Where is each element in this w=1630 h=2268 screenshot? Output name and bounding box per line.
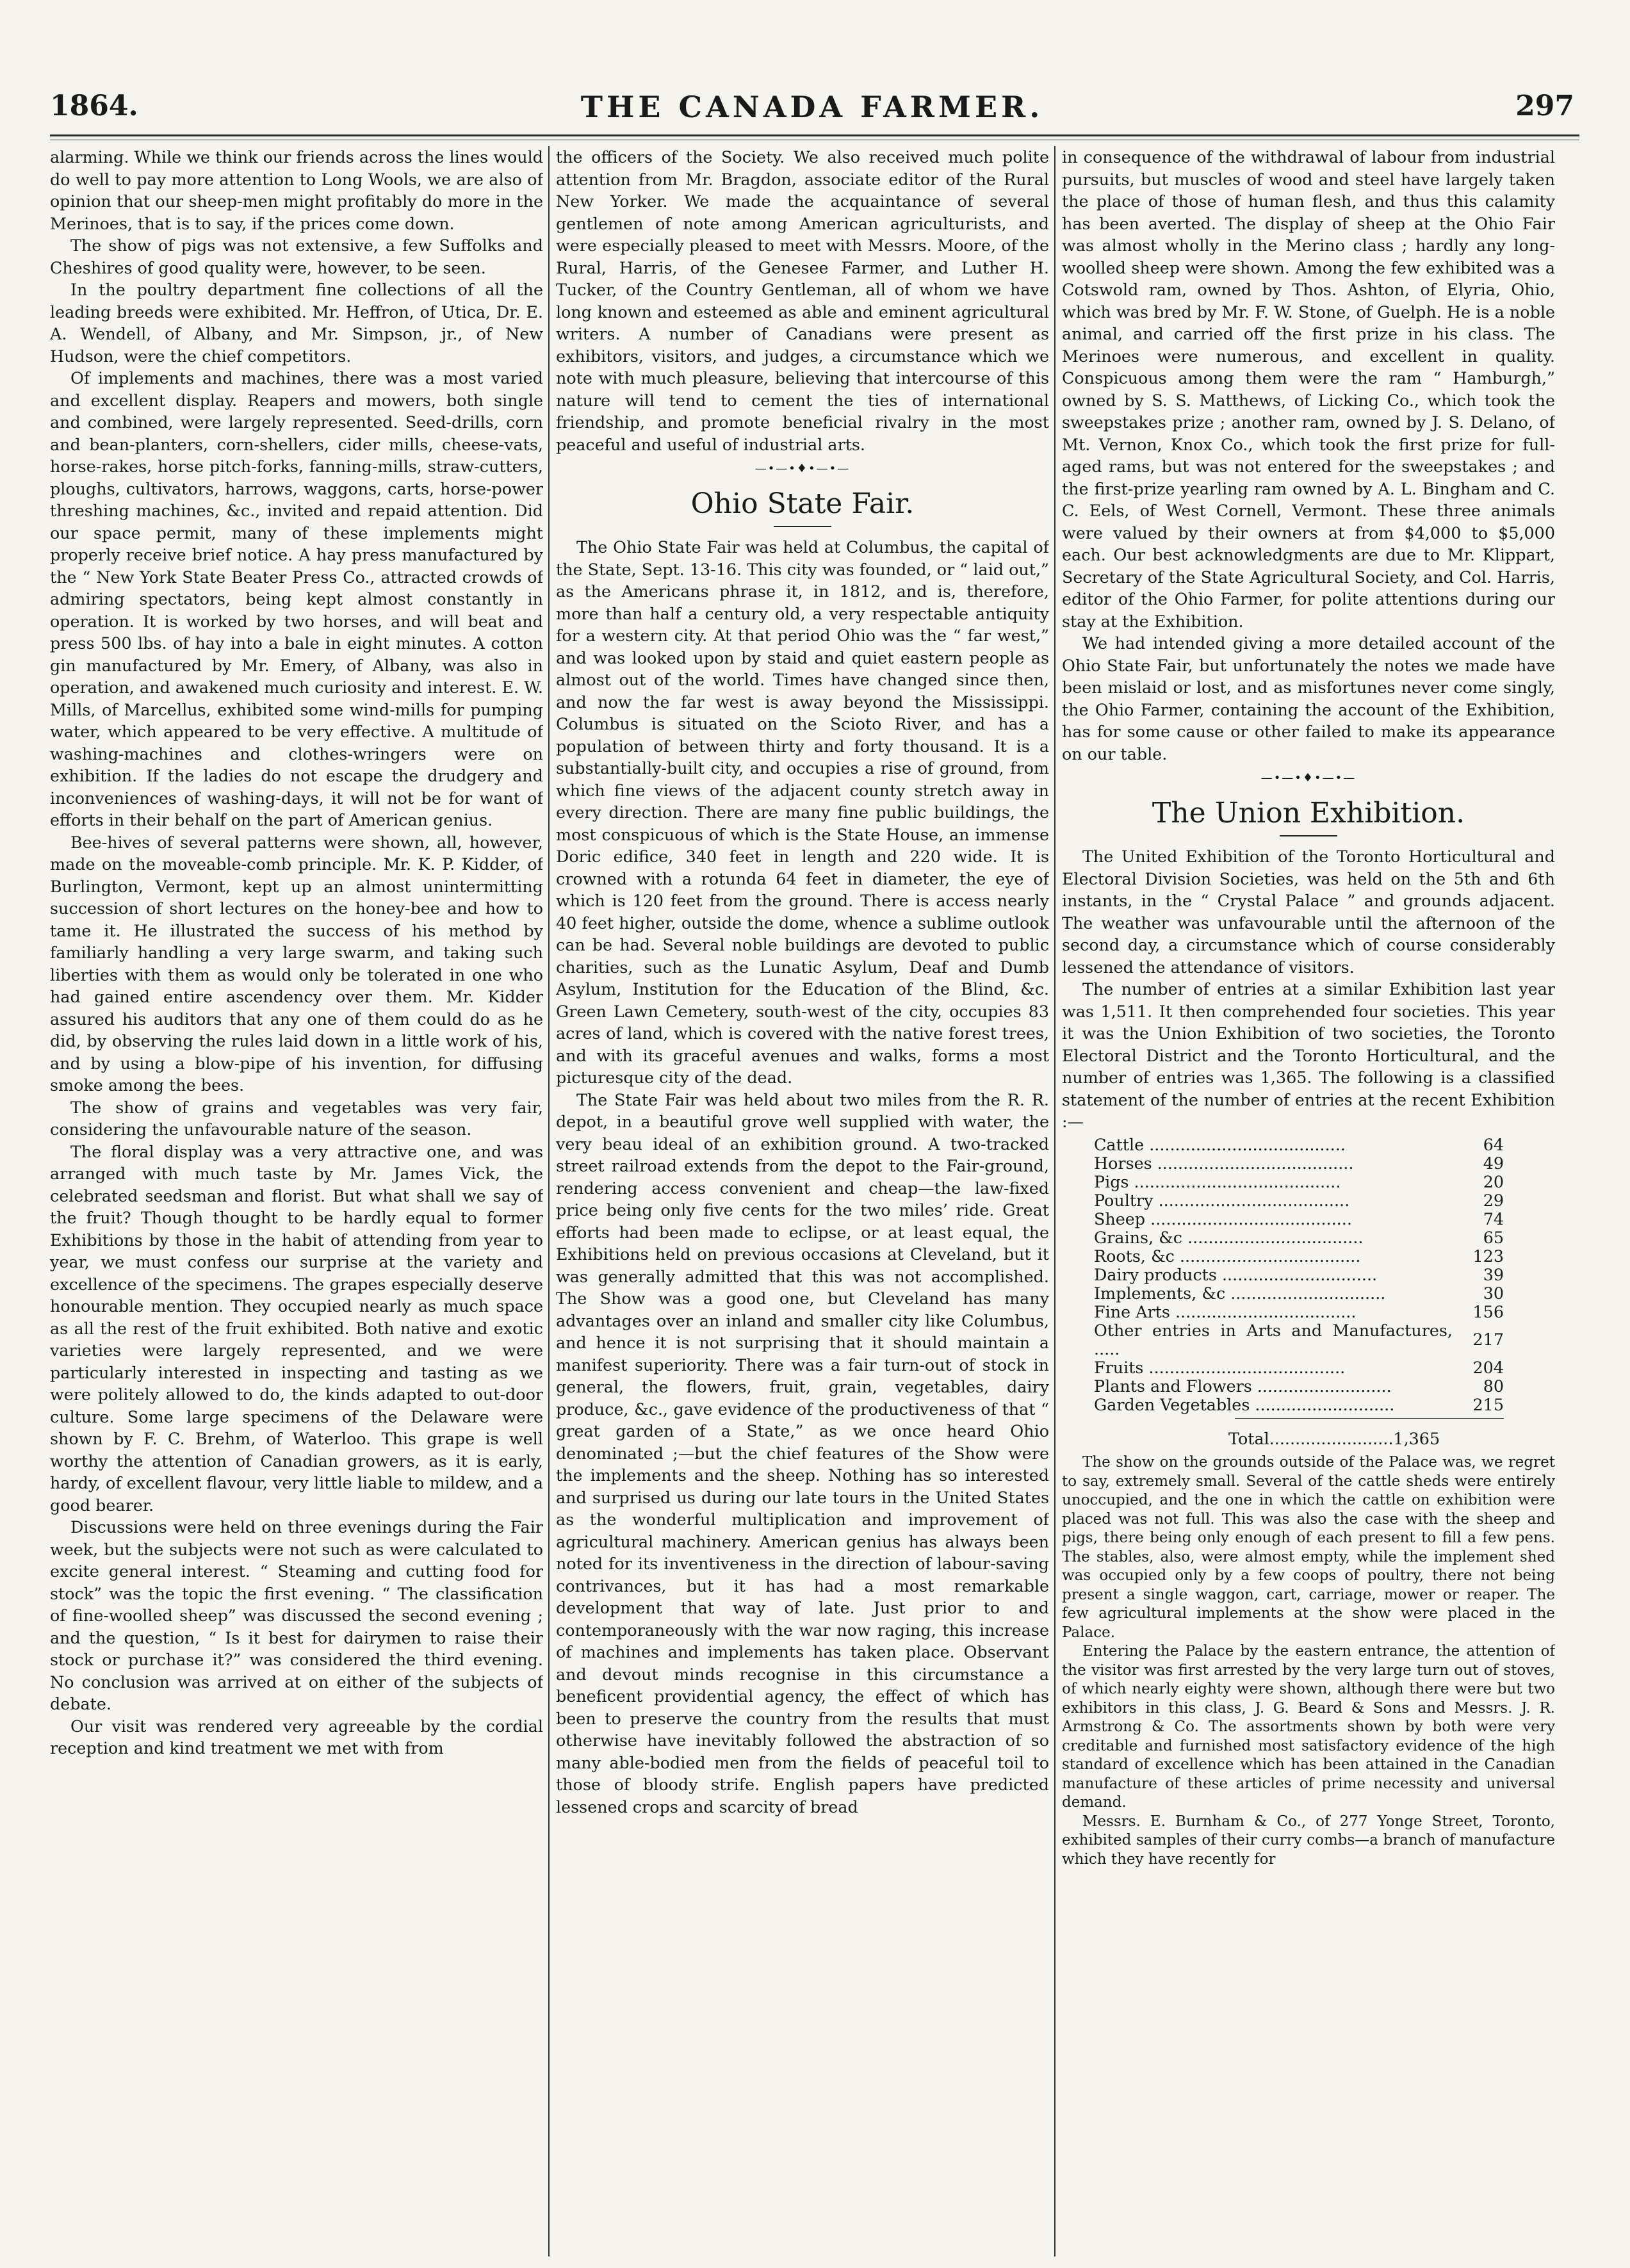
paragraph: The show of pigs was not extensive, a few Suffolks and Cheshires of good quality were, however, to be seen. (50, 236, 543, 277)
entry-row (1094, 1191, 1504, 1210)
entry-count: 29 (1483, 1190, 1504, 1210)
title-underline (774, 526, 831, 527)
entry-label: Cattle ...................................... (1094, 1134, 1346, 1154)
entries-total: Total........................1,365 (1228, 1428, 1440, 1448)
entry-label: Grains, &c .................................. (1094, 1227, 1364, 1247)
entry-count: 123 (1472, 1246, 1504, 1266)
entry-label: Dairy products .............................. (1094, 1264, 1378, 1284)
ornament-divider: —•—•♦•—•— (1260, 771, 1357, 785)
entry-label: Garden Vegetables ........................... (1094, 1394, 1395, 1414)
entry-label: Roots, &c ................................... (1094, 1246, 1361, 1266)
entry-count: 74 (1483, 1209, 1504, 1228)
paragraph: Our visit was rendered very agreeable by the cordial reception and kind treatment we met with from (50, 1716, 543, 1758)
paragraph: We had intended giving a more detailed account of the Ohio State Fair, but unfortunately the notes we made have been mislaid or lost, and as misfortunes never come singly, the Ohio Farmer, containing the account of the Exhibition, has for some cause or other failed to make its appearance on our table. (1062, 633, 1555, 763)
paragraph: The United Exhibition of the Toronto Horticultural and Electoral Division Societies, was held on the 5th and 6th instants, in the “ Crystal Palace ” and grounds adjacent. The weather was unfavourable until the afternoon of the second day, a circumstance which of course considerably lessened the attendance of visitors. (1062, 847, 1555, 977)
entry-count: 204 (1472, 1357, 1504, 1377)
entry-row (1094, 1210, 1504, 1228)
entry-count: 39 (1483, 1264, 1504, 1284)
section-title-union: The Union Exhibition. (1152, 797, 1465, 829)
entry-count: 49 (1483, 1153, 1504, 1173)
entry-row (1094, 1266, 1504, 1284)
entry-count: 156 (1472, 1301, 1504, 1321)
entry-row (1094, 1377, 1504, 1396)
paragraph: alarming. While we think our friends across the lines would do well to pay more attention to Long Wools, we are also of opinion that our sheep-men might profitably do more in the Merinoes, that is to say, if the prices come down. (50, 147, 543, 233)
ornament-divider: —•—•♦•—•— (754, 462, 851, 475)
column-divider (1054, 146, 1055, 2256)
entry-label: Sheep ....................................... (1094, 1209, 1352, 1228)
entry-label: Plants and Flowers .......................... (1094, 1376, 1392, 1396)
entry-count: 65 (1483, 1227, 1504, 1247)
paragraph: the officers of the Society. We also received much polite attention from Mr. Bragdon, associate editor of the Rural New Yorker. We made the acquaintance of several gentlemen of note among American agriculturists, and were especially pleased to meet with Messrs. Moore, of the Rural, Harris, of the Genesee Farmer, and Luther H. Tucker, of the Country Gentleman, all of whom we have long known and esteemed as able and eminent agricultural writers. A number of Canadians were present as exhibitors, visitors, and judges, a circumstance which we note with much pleasure, believing that intercourse of this nature will tend to cement the ties of international friendship, and promote beneficial rivalry in the most peaceful and useful of industrial arts. (556, 147, 1049, 454)
paragraph: The Ohio State Fair was held at Columbus, the capital of the State, Sept. 13-16. This city was founded, or “ laid out,” as the Americans phrase it, in 1812, and is, therefore, more than half a century old, a very respectable antiquity for a western city. At that period Ohio was the “ far west,” and was looked upon by staid and quiet eastern people as almost out of the world. Times have changed since then, and now the far west is away beyond the Mississippi. Columbus is situated on the Scioto River, and has a population of between thirty and forty thousand. It is a substantially-built city, and occupies a rise of ground, from which fine views of the adjacent county stretch away in every direction. There are many fine public buildings, the most conspicuous of which is the State House, an immense Doric edifice, 340 feet in length and 220 wide. It is crowned with a rotunda 64 feet in diameter, the eye of which is 120 feet from the ground. There is access nearly 40 feet higher, outside the dome, whence a sublime outlook can be had. Several noble buildings are devoted to public charities, such as the Lunatic Asylum, Deaf and Dumb Asylum, Institution for the Education of the Blind, &c. Green Lawn Cemetery, south-west of the city, occupies 83 acres of land, which is covered with the native forest trees, and with its graceful avenues and walks, forms a most picturesque city of the dead. (556, 537, 1049, 1087)
entry-count: 217 (1472, 1330, 1504, 1349)
entry-label: Implements, &c .............................. (1094, 1283, 1386, 1303)
paragraph: The show on the grounds outside of the Palace was, we regret to say, extremely small. Several of the cattle sheds were entirely unoccupied, and the one in which the cattle on exhibition were placed was not full. This was also the case with the sheep and pigs, there being only enough of each present to fill a few pens. The stables, also, were almost empty, while the implement shed was occupied only by a few coops of poultry, there not being present a single waggon, cart, carriage, mower or reaper. The few agricultural implements at the show were placed in the Palace. (1062, 1454, 1555, 1641)
paragraph: Of implements and machines, there was a most varied and excellent display. Reapers and mowers, both single and combined, were largely represented. Seed-drills, corn and bean-planters, corn-shellers, cider mills, cheese-vats, horse-rakes, horse pitch-forks, fanning-mills, straw-cutters, ploughs, cultivators, harrows, waggons, carts, horse-power threshing machines, &c., invited and repaid attention. Did our space permit, many of these implements might properly receive brief notice. A hay press manufactured by the “ New York State Beater Press Co., attracted crowds of admiring spectators, being kept almost constantly in operation. It is worked by two horses, and will beat and press 500 lbs. of hay into a bale in eight minutes. A cotton gin manufactured by Mr. Emery, of Albany, was also in operation, and awakened much curiosity and interest. E. W. Mills, of Marcellus, exhibited some wind-mills for pumping water, which appeared to be very effective. A multitude of washing-machines and clothes-wringers were on exhibition. If the ladies do not escape the drudgery and inconveniences of washing-days, it will not be for want of efforts in their behalf on the part of American genius. (50, 368, 543, 829)
entry-row (1094, 1173, 1504, 1191)
column-1 (50, 146, 543, 2260)
entry-label: Fruits ...................................... (1094, 1357, 1346, 1377)
paragraph: Messrs. E. Burnham & Co., of 277 Yonge Street, Toronto, exhibited samples of their curry combs—a branch of manufacture which they have recently for (1062, 1813, 1555, 1868)
entry-label: Horses ...................................... (1094, 1153, 1354, 1173)
entry-row (1094, 1396, 1504, 1414)
entry-label: Poultry ..................................... (1094, 1190, 1350, 1210)
entry-count: 215 (1472, 1394, 1504, 1414)
entry-row (1094, 1154, 1504, 1173)
masthead-title: THE CANADA FARMER. (580, 90, 1044, 124)
entry-label: Other entries in Arts and Manufactures, ..... (1094, 1320, 1453, 1358)
paragraph: In the poultry department fine collections of all the leading breeds were exhibited. Mr. Heffron, of Utica, Dr. E. A. Wendell, of Albany, and Mr. Simpson, jr., of New Hudson, were the chief competitors. (50, 280, 543, 366)
entry-row (1094, 1303, 1504, 1321)
entry-label: Pigs ........................................ (1094, 1171, 1341, 1191)
paragraph: Entering the Palace by the eastern entrance, the attention of the visitor was first arrested by the very large turn out of stoves, of which nearly eighty were shown, although there were but two exhibitors in this class, J. G. Beard & Sons and Messrs. J. R. Armstrong & Co. The assortments shown by both were very creditable and furnished most satisfactory evidence of the high standard of excellence which has been attained in the Canadian manufacture of these articles of prime necessity and universal demand. (1062, 1643, 1555, 1811)
paragraph: The State Fair was held about two miles from the R. R. depot, in a beautiful grove well supplied with water, the very beau ideal of an exhibition ground. A two-tracked street railroad extends from the depot to the Fair-ground, rendering access convenient and cheap—the law-fixed price being only five cents for the two miles’ ride. Great efforts had been made to eclipse, or at least equal, the Exhibitions held on previous occasions at Cleveland, but it was generally admitted that this was not accomplished. The Show was a good one, but Cleveland has many advantages over an inland and smaller city like Columbus, and hence it is not surprising that it should maintain a manifest superiority. There was a fair turn-out of stock in general, the flowers, fruit, grain, vegetables, dairy produce, &c., gave evidence of the productiveness of that “ great garden of a State,” as we once heard Ohio denominated ;—but the chief features of the Show were the implements and the sheep. Nothing has so interested and surprised us during our late tours in the United States as the wonderful multiplication and improvement of agricultural machinery. American genius has always been noted for its inventiveness in the direction of labour-saving contrivances, but it has had a most remarkable development that way of late. Just prior to and contemporaneously with the war now raging, this increase of machines and implements has taken place. Observant and devout minds recognise in this circumstance a beneficent providential agency, the effect of which has been to preserve the country from the results that must otherwise have inevitably followed the abstraction of so many able-bodied men from the fields of peaceful toil to those of bloody strife. English papers have predicted lessened crops and scarcity of bread (556, 1089, 1049, 1816)
entry-label: Fine Arts ................................... (1094, 1301, 1357, 1321)
paragraph: The show of grains and vegetables was very fair, considering the unfavourable nature of the season. (50, 1097, 543, 1139)
entry-row (1094, 1321, 1504, 1358)
paragraph: in consequence of the withdrawal of labour from industrial pursuits, but muscles of wood and steel have largely taken the place of those of human flesh, and thus this calamity has been averted. The display of sheep at the Ohio Fair was almost wholly in the Merino class ; hardly any long-woolled sheep were shown. Among the few exhibited was a Cotswold ram, owned by Thos. Ashton, of Elyria, Ohio, which was bred by Mr. F. W. Stone, of Guelph. He is a noble animal, and carried off the first prize in his class. The Merinoes were numerous, and excellent in quality. Conspicuous among them were the ram “ Hamburgh,” owned by S. S. Matthews, of Licking Co., which took the sweepstakes prize ; another ram, owned by J. S. Delano, of Mt. Vernon, Knox Co., which took the first prize for full-aged rams, but was not entered for the sweepstakes ; and the first-prize yearling ram owned by A. L. Bingham and C. C. Eels, of West Cornell, Vermont. These three animals were valued by their owners at from $4,000 to $5,000 each. Our best acknowledgments are due to Mr. Klippart, Secretary of the State Agricultural Society, and Col. Harris, editor of the Ohio Farmer, for polite attentions during our stay at the Exhibition. (1062, 147, 1555, 631)
entry-count: 20 (1483, 1171, 1504, 1191)
column-3 (1062, 146, 1555, 2260)
section-title-ohio: Ohio State Fair. (690, 487, 915, 520)
entry-row (1094, 1136, 1504, 1154)
entry-count: 80 (1483, 1376, 1504, 1396)
entry-row (1094, 1228, 1504, 1247)
header-rule (50, 135, 1579, 136)
entry-row (1094, 1247, 1504, 1266)
title-underline (1280, 835, 1337, 836)
paragraph: The floral display was a very attractive one, and was arranged with much taste by Mr. James Vick, the celebrated seedsman and florist. But what shall we say of the fruit? Though thought to be hardly equal to former Exhibitions by those in the habit of attending from year to year, we must confess our surprise at the variety and excellence of the specimens. The grapes especially deserve honourable mention. They occupied nearly as much space as all the rest of the fruit exhibited. Both native and exotic varieties were largely represented, and we were particularly interested in inspecting and tasting as we were politely allowed to do, the kinds adapted to out-door culture. Some large specimens of the Delaware were shown by F. C. Brehm, of Waterloo. This grape is well worthy the attention of Canadian growers, as it is early, hardy, of excellent flavour, very little liable to mildew, and a good bearer. (50, 1141, 543, 1515)
paragraph: Bee-hives of several patterns were shown, all, however, made on the moveable-comb principle. Mr. K. P. Kidder, of Burlington, Vermont, kept up an almost unintermitting succession of short lectures on the honey-bee and how to tame it. He illustrated the success of his method by familiarly handling a very large swarm, and taking such liberties with them as would only be tolerated in one who had gained entire ascendency over them. Mr. Kidder assured his auditors that any one of them could do as he did, by observing the rules laid down in a little work of his, and by using a blow-pipe of his invention, for diffusing smoke among the bees. (50, 832, 543, 1095)
entry-count: 64 (1483, 1134, 1504, 1154)
paragraph: The number of entries at a similar Exhibition last year was 1,511. It then comprehended four societies. This year it was the Union Exhibition of two societies, the Toronto Electoral District and the Toronto Horticultural, and the number of entries was 1,365. The following is a classified statement of the number of entries at the recent Exhibition :— (1062, 979, 1555, 1131)
header-year: 1864. (50, 90, 138, 122)
page-header (50, 90, 1574, 141)
column-divider (548, 146, 550, 2256)
entry-count: 30 (1483, 1283, 1504, 1303)
total-label: Total (1228, 1428, 1269, 1448)
column-2 (556, 146, 1049, 2260)
entry-row (1094, 1284, 1504, 1303)
total-value: 1,365 (1393, 1428, 1440, 1448)
entries-table (1094, 1136, 1504, 1414)
total-rule (1235, 1418, 1504, 1419)
page-number: 297 (1515, 90, 1574, 122)
entry-row (1094, 1358, 1504, 1377)
paragraph: Discussions were held on three evenings during the Fair week, but the subjects were not such as were calculated to excite general interest. “ Steaming and cutting food for stock” was the topic the first evening. “ The classification of fine-woolled sheep” was discussed the second evening ; and the question, “ Is it best for dairymen to raise their stock or purchase it?” was considered the third evening. No conclusion was arrived at on either of the subjects of debate. (50, 1517, 543, 1713)
